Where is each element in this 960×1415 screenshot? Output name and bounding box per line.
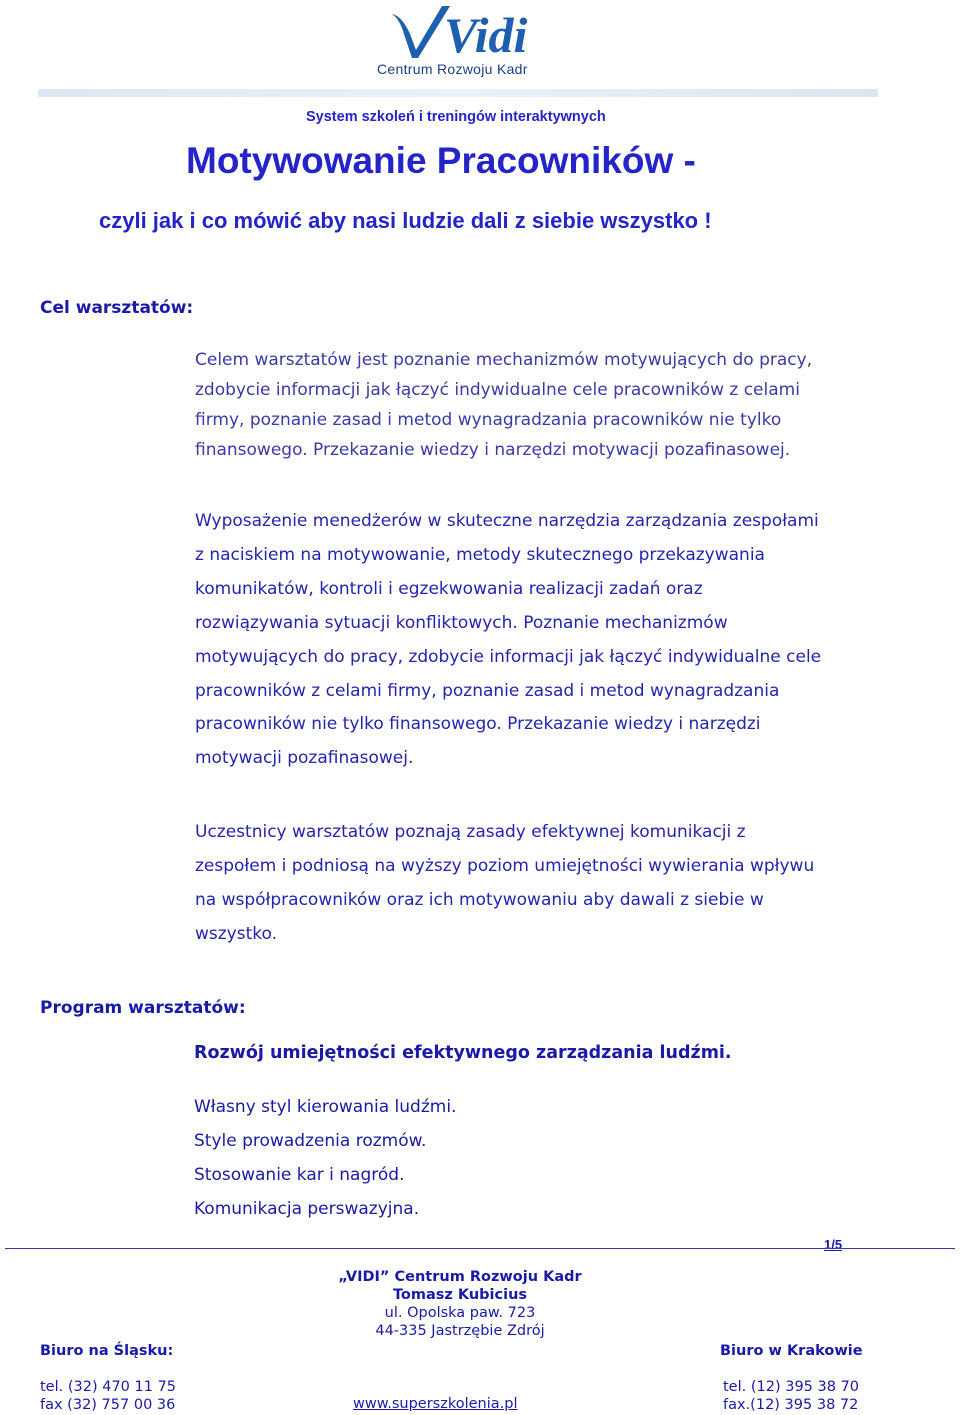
- text-line: Wyposażenie menedżerów w skuteczne narzędzia zarządzania zespołami: [195, 511, 819, 531]
- website-link[interactable]: www.superszkolenia.pl: [353, 1396, 518, 1412]
- goals-paragraph-3: [195, 815, 895, 951]
- goals-paragraph-2: [195, 505, 895, 776]
- logo-checkmark-swoosh: [392, 6, 450, 58]
- logo-text: Vidi: [444, 7, 528, 63]
- text-line: finansowego. Przekazanie wiedzy i narzędzi motywacji pozafinasowej.: [195, 440, 791, 460]
- text-line: komunikatów, kontroli i egzekwowania realizacji zadań oraz: [195, 578, 703, 599]
- footer-person: Tomasz Kubicius: [392, 1287, 528, 1303]
- program-subheading: Rozwój umiejętności efektywnego zarządzania ludźmi.: [194, 1043, 732, 1063]
- list-item: Stosowanie kar i nagród.: [194, 1165, 405, 1185]
- footer-left-fax: fax (32) 757 00 36: [40, 1397, 176, 1413]
- text-line: Uczestnicy warsztatów poznają zasady efektywnej komunikacji z: [195, 822, 746, 842]
- list-item: Własny styl kierowania ludźmi.: [194, 1097, 457, 1117]
- footer-street: ul. Opolska paw. 723: [384, 1305, 536, 1321]
- list-item: Komunikacja perswazyjna.: [194, 1199, 420, 1219]
- text-line: pracowników z celami firmy, poznanie zasad i metod wynagradzania: [195, 680, 780, 701]
- goals-paragraph-1: [195, 345, 895, 465]
- text-line: z naciskiem na motywowanie, metody skutecznego przekazywania: [195, 544, 765, 565]
- program-list: [194, 1090, 456, 1226]
- footer-divider: [5, 1248, 955, 1249]
- text-line: zespołem i podniosą na wyższy poziom umiejętności wywierania wpływu: [195, 856, 815, 876]
- text-line: motywacji pozafinasowej.: [195, 748, 414, 769]
- text-line: na współpracowników oraz ich motywowaniu aby dawali z siebie w: [195, 890, 764, 910]
- footer-left-title: Biuro na Śląsku:: [40, 1343, 174, 1359]
- footer-right-tel: tel. (12) 395 38 70: [723, 1379, 860, 1395]
- footer-left-tel: tel. (32) 470 11 75: [40, 1379, 177, 1395]
- header-divider-bar: [38, 89, 878, 97]
- logo-subtitle: Centrum Rozwoju Kadr: [377, 61, 528, 77]
- text-line: Celem warsztatów jest poznanie mechanizmów motywujących do pracy,: [195, 350, 813, 370]
- page-number: 1/5: [824, 1237, 843, 1252]
- text-line: wszystko.: [195, 924, 278, 944]
- text-line: pracowników nie tylko finansowego. Przekazanie wiedzy i narzędzi: [195, 714, 761, 735]
- text-line: rozwiązywania sytuacji konfliktowych. Poznanie mechanizmów: [195, 612, 728, 633]
- program-heading: Program warsztatów:: [40, 998, 246, 1018]
- footer-right-fax: fax.(12) 395 38 72: [723, 1397, 859, 1413]
- footer-right-title: Biuro w Krakowie: [720, 1343, 863, 1359]
- footer-city: 44-335 Jastrzębie Zdrój: [375, 1323, 545, 1339]
- list-item: Style prowadzenia rozmów.: [194, 1131, 427, 1151]
- goals-heading: Cel warsztatów:: [40, 298, 194, 318]
- text-line: zdobycie informacji jak łączyć indywidualne cele pracowników z celami: [195, 380, 800, 400]
- text-line: firmy, poznanie zasad i metod wynagradzania pracowników nie tylko: [195, 410, 782, 430]
- footer-center: [0, 1268, 920, 1340]
- document-subtitle: czyli jak i co mówić aby nasi ludzie dali z siebie wszystko !: [99, 208, 712, 233]
- footer-company: „VIDI” Centrum Rozwoju Kadr: [338, 1269, 582, 1285]
- document-title: Motywowanie Pracowników -: [186, 140, 696, 181]
- tagline: System szkoleń i treningów interaktywnych: [306, 109, 606, 125]
- text-line: motywujących do pracy, zdobycie informacji jak łączyć indywidualne cele: [195, 646, 822, 667]
